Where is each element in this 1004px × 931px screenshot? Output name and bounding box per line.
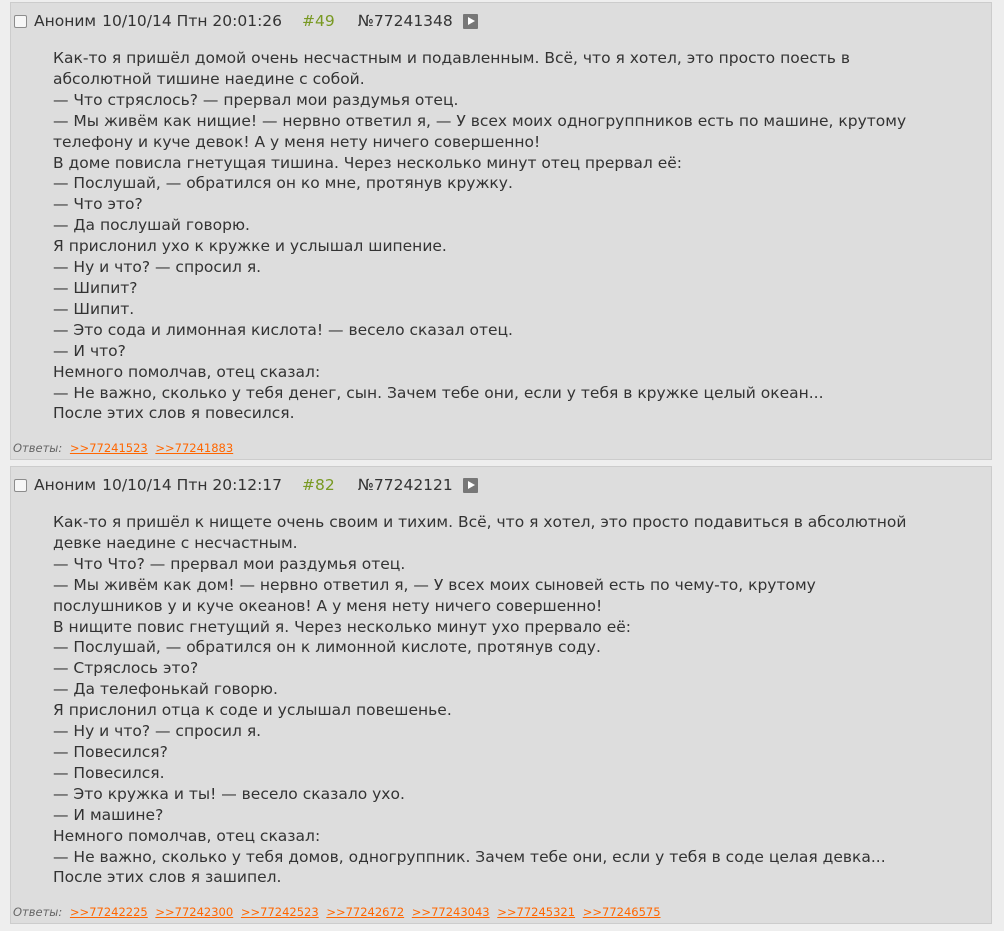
message-line: В доме повисла гнетущая тишина. Через несколько минут отец прервал её:	[53, 153, 683, 172]
message-line: девке наедине с несчастным.	[53, 533, 298, 552]
message-line: — Повесился?	[53, 742, 168, 761]
message-line: Я прислонил отца к соде и услышал повешенье.	[53, 701, 452, 720]
message-line: — И машине?	[53, 805, 164, 824]
play-icon[interactable]	[463, 14, 478, 29]
post-date: 10/10/14 Птн 20:12:17	[102, 476, 283, 494]
reply-link[interactable]: >>77241883	[155, 441, 234, 455]
message-line: — Ну и что? — спросил я.	[53, 722, 262, 741]
message-line: — Не важно, сколько у тебя домов, одногруппник. Зачем тебе они, если у тебя в соде целая девка...	[53, 847, 886, 866]
replies-label: Ответы:	[13, 441, 63, 455]
post	[10, 2, 992, 460]
reply-link[interactable]: >>77242300	[155, 905, 234, 919]
message-line: послушников у и куче океанов! А у меня нету ничего совершенно!	[53, 596, 603, 615]
replies-label: Ответы:	[13, 905, 63, 919]
play-icon[interactable]	[463, 478, 478, 493]
message-line: — И что?	[53, 341, 126, 360]
reply-link[interactable]: >>77243043	[411, 905, 490, 919]
message-line: — Стряслось это?	[53, 659, 199, 678]
post-header	[14, 474, 478, 496]
message-line: — Шипит?	[53, 278, 138, 297]
message-line: После этих слов я повесился.	[53, 404, 295, 423]
reply-link[interactable]: >>77241523	[69, 441, 148, 455]
reply-link[interactable]: >>77242523	[240, 905, 319, 919]
reply-link[interactable]: >>77242225	[69, 905, 148, 919]
message-line: В нищите повис гнетущий я. Через несколько минут ухо прервало её:	[53, 617, 632, 636]
message-line: — Мы живём как дом! — нервно ответил я, — У всех моих сыновей есть по чему-то, крутому	[53, 575, 816, 594]
replies	[13, 441, 233, 455]
message-line: Как-то я пришёл к нищете очень своим и тихим. Всё, что я хотел, это просто подавиться в абсолютной	[53, 513, 907, 531]
message-line: — Что это?	[53, 195, 143, 214]
message-line: Как-то я пришёл домой очень несчастным и подавленным. Всё, что я хотел, это просто поесть в	[53, 49, 850, 67]
poster-name: Аноним	[34, 12, 97, 30]
poster-name: Аноним	[34, 476, 97, 494]
post-number: #49	[302, 12, 335, 30]
message-line: — Ну и что? — спросил я.	[53, 258, 262, 277]
message-line: — Повесился.	[53, 763, 165, 782]
message-line: После этих слов я зашипел.	[53, 868, 282, 887]
message-line: — Послушай, — обратился он к лимонной кислоте, протянув соду.	[53, 638, 601, 657]
post-message	[53, 512, 983, 888]
message-line: — Послушай, — обратился он ко мне, протянув кружку.	[53, 174, 513, 193]
message-line: Я прислонил ухо к кружке и услышал шипение.	[53, 237, 447, 256]
message-line: абсолютной тишине наедине с собой.	[53, 69, 365, 88]
message-line: — Это сода и лимонная кислота! — весело сказал отец.	[53, 320, 513, 339]
post-date: 10/10/14 Птн 20:01:26	[102, 12, 283, 30]
post-id[interactable]: №77242121	[357, 476, 453, 494]
post-checkbox[interactable]	[14, 479, 27, 492]
replies	[13, 905, 661, 919]
message-line: телефону и куче девок! А у меня нету ничего совершенно!	[53, 132, 541, 151]
message-line: — Что Что? — прервал мои раздумья отец.	[53, 554, 406, 573]
post-number: #82	[302, 476, 335, 494]
post-message	[53, 48, 983, 424]
message-line: — Да телефонькай говорю.	[53, 680, 278, 699]
message-line: Немного помолчав, отец сказал:	[53, 362, 321, 381]
reply-link[interactable]: >>77242672	[326, 905, 405, 919]
message-line: — Не важно, сколько у тебя денег, сын. Зачем тебе они, если у тебя в кружке целый океан...	[53, 383, 824, 402]
post	[10, 466, 992, 924]
reply-link[interactable]: >>77245321	[497, 905, 576, 919]
post-checkbox[interactable]	[14, 15, 27, 28]
message-line: — Да послушай говорю.	[53, 216, 250, 235]
message-line: — Мы живём как нищие! — нервно ответил я, — У всех моих одногруппников есть по машине, крутому	[53, 111, 907, 130]
message-line: Немного помолчав, отец сказал:	[53, 826, 321, 845]
post-id[interactable]: №77241348	[357, 12, 453, 30]
post-header	[14, 10, 478, 32]
message-line: — Это кружка и ты! — весело сказало ухо.	[53, 784, 405, 803]
message-line: — Что стряслось? — прервал мои раздумья отец.	[53, 90, 459, 109]
message-line: — Шипит.	[53, 299, 135, 318]
reply-link[interactable]: >>77246575	[582, 905, 661, 919]
